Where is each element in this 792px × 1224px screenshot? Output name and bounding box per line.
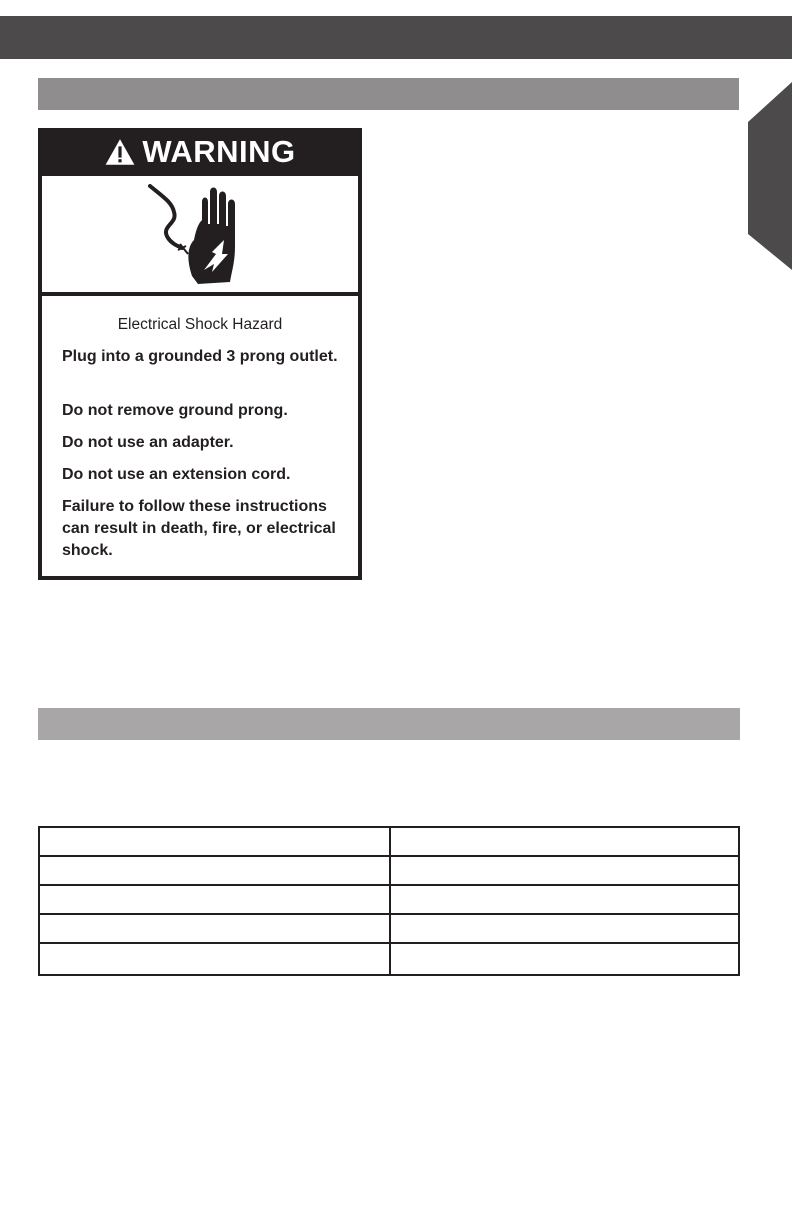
electric-shock-hand-icon	[142, 180, 252, 288]
warning-line-extension-cord: Do not use an extension cord.	[62, 466, 291, 483]
warning-triangle-icon	[104, 137, 136, 167]
warning-title: WARNING	[142, 133, 296, 169]
table-column-divider	[389, 828, 391, 974]
warning-line-ground-prong: Do not remove ground prong.	[62, 402, 288, 419]
warning-line-grounded-outlet: Plug into a grounded 3 prong outlet.	[62, 348, 338, 365]
section-header-bar-2	[38, 708, 740, 740]
section-header-bar-1	[38, 78, 739, 110]
warning-text-panel	[42, 296, 358, 576]
specifications-table	[38, 826, 740, 976]
warning-line-adapter: Do not use an adapter.	[62, 434, 234, 451]
warning-label	[38, 128, 362, 580]
hazard-title: Electrical Shock Hazard	[117, 316, 283, 333]
warning-line-failure: Failure to follow these instructions can result in death, fire, or electrical shock.	[62, 498, 336, 559]
top-header-bar	[0, 16, 792, 59]
warning-icon-area	[42, 176, 358, 292]
warning-header	[38, 128, 362, 175]
